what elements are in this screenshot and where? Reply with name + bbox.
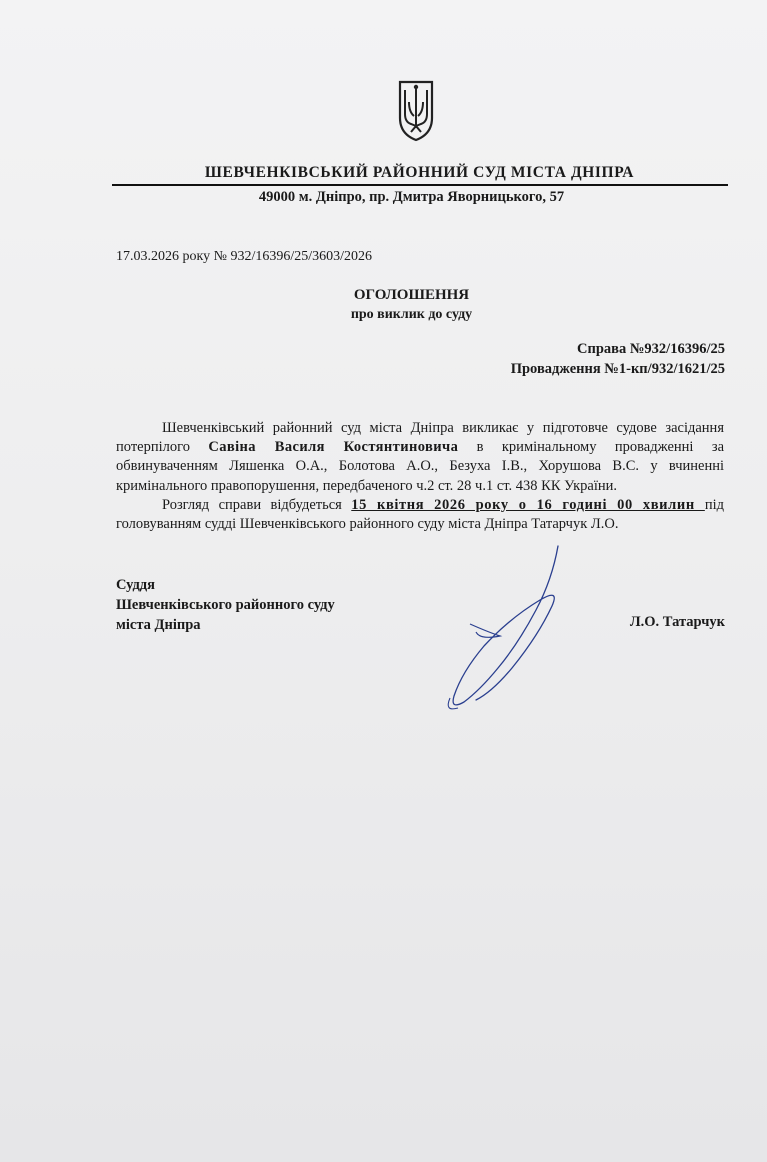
handwritten-signature-icon bbox=[440, 540, 620, 740]
summons-paragraph bbox=[116, 419, 724, 496]
judge-name: Л.О. Татарчук bbox=[629, 614, 725, 630]
trident-coat-of-arms-icon bbox=[396, 78, 436, 142]
hearing-date-time: 15 квітня 2026 року о 16 годині 00 хвилин bbox=[351, 496, 705, 513]
judge-title-line1: Суддя bbox=[116, 577, 155, 593]
judge-title-line2: Шевченківського районного суду bbox=[116, 597, 335, 613]
notice-subtitle: про виклик до суду bbox=[350, 307, 473, 322]
hearing-paragraph bbox=[116, 496, 724, 534]
summons-text-start: Шевченківський районний суд міста Дніпра викликає у підготовче судове засідання потерпілого bbox=[116, 420, 724, 456]
header-divider bbox=[112, 184, 728, 186]
summons-text-end: в кримінальному провадженні за обвинуваченням Ляшенка О.А., Болотова А.О., Безуха І.В., Хорушова В.С. у вчиненні кримінального правопорушення, передбаченого ч.2 ст. 28 ч.1 ст. 438 КК України. bbox=[116, 439, 725, 494]
victim-name: Савіна Василя Костянтиновича bbox=[208, 439, 459, 456]
judge-title-line3: міста Дніпра bbox=[116, 617, 201, 633]
case-number: Справа №932/16396/25 bbox=[577, 341, 725, 357]
court-address: 49000 м. Дніпро, пр. Дмитра Яворницького, 57 bbox=[258, 189, 565, 205]
notice-title: ОГОЛОШЕННЯ bbox=[353, 287, 470, 303]
notice-body bbox=[116, 419, 724, 534]
judge-title-block bbox=[116, 575, 335, 635]
hearing-text-start: Розгляд справи відбудеться bbox=[162, 496, 352, 513]
hearing-text-end: під головуванням судді Шевченківського районного суду міста Дніпра Татарчук Л.О. bbox=[116, 496, 724, 533]
court-name: ШЕВЧЕНКІВСЬКИЙ РАЙОННИЙ СУД МІСТА ДНІПРА bbox=[204, 164, 635, 181]
document-date-and-number: 17.03.2026 року № 932/16396/25/3603/2026 bbox=[116, 249, 373, 264]
proceeding-number: Провадження №1-кп/932/1621/25 bbox=[510, 361, 725, 377]
